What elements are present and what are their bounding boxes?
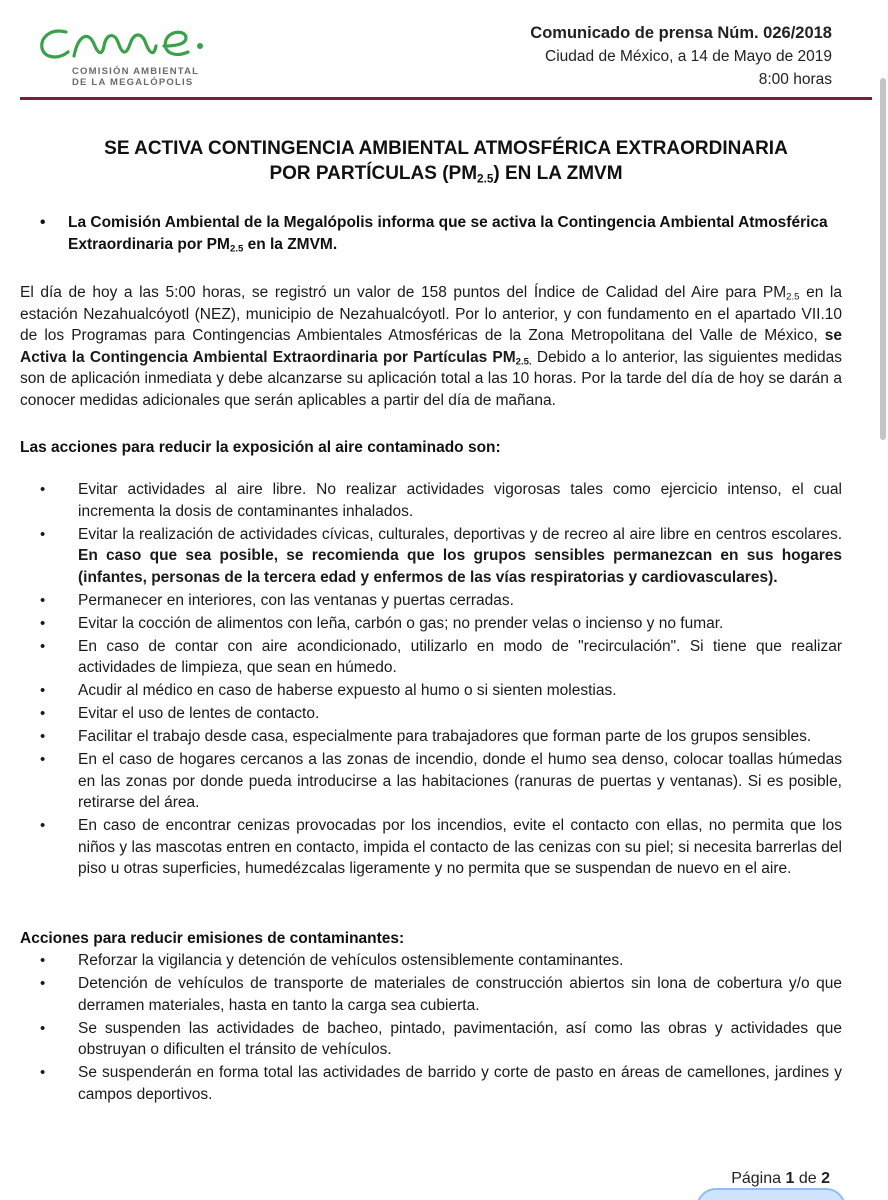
list-item: • Evitar actividades al aire libre. No realizar actividades vigorosas tales como ejercicio intenso, el cual incrementa la dosis de contaminantes inhalados.	[40, 479, 842, 522]
bullet-dot: •	[40, 214, 46, 231]
exposure-actions-list	[40, 479, 842, 881]
header-rule	[20, 97, 872, 100]
list-item: • Se suspenderán en forma total las actividades de barrido y corte de pasto en áreas de camellones, jardines y campos deportivos.	[40, 1062, 842, 1105]
lead-statement: • La Comisión Ambiental de la Megalópolis informa que se activa la Contingencia Ambiental Atmosférica Extraordinaria por $PM_{2.5}$ en la ZMVM.	[40, 214, 828, 255]
section-heading-emissions: Acciones para reducir emisiones de contaminantes:	[20, 930, 405, 947]
intro-paragraph: El día de hoy a las 5:00 horas, se registró un valor de 158 puntos del Índice de Calidad del Aire para $PM_{2.5}$ en la estación Nezahualcóyotl (NEZ), municipio de Nezahualcóyotl. Por lo anterior, y con fundamento en el apartado VII.10 de los Programas para Contingencias Ambientales Atmosféricas de la Zona Metropolitana del Valle de México, se Activa la Contingencia Ambiental Extraordinaria por Partículas $PM_{2.5.}$ Debido a lo anterior, las siguientes medidas son de aplicación inmediata y debe alcanzarse su aplicación total a las 10 horas. Por la tarde del día de hoy se darán a conocer medidas adicionales que serán aplicables a partir del día de mañana.	[20, 284, 842, 409]
list-item: • Permanecer en interiores, con las ventanas y puertas cerradas.	[40, 590, 842, 612]
scrollbar-thumb[interactable]	[880, 78, 886, 440]
page-number: Página 1 de 2	[731, 1170, 830, 1187]
list-item: • Reforzar la vigilancia y detención de vehículos ostensiblemente contaminantes.	[40, 950, 842, 972]
list-item: • En el caso de hogares cercanos a las zonas de incendio, donde el humo sea denso, colocar toallas húmedas en las zonas por donde pueda introducirse a las habitaciones (ranuras de puertas y ventanas). Si es posible, retirarse del área.	[40, 749, 842, 814]
logo-sub-line-2: DE LA MEGALÓPOLIS	[72, 77, 194, 88]
came-logo-icon	[36, 22, 208, 64]
document-title	[20, 136, 872, 186]
logo-subtitle	[72, 66, 199, 88]
section-heading-exposure: Las acciones para reducir la exposición al aire contaminado son:	[20, 439, 501, 456]
list-item: • Detención de vehículos de transporte de materiales de construcción abiertos sin lona de cobertura y/o que derramen materiales, hasta en tanto la carga sea cubierta.	[40, 973, 842, 1016]
press-info	[530, 22, 832, 91]
list-item: • Se suspenden las actividades de bacheo, pintado, pavimentación, así como las obras y actividades que obstruyan o dificulten el tránsito de vehículos.	[40, 1018, 842, 1061]
list-item: • Evitar el uso de lentes de contacto.	[40, 703, 842, 725]
list-item: • En caso de encontrar cenizas provocadas por los incendios, evite el contacto con ellas, no permita que los niños y las mascotas entren en contacto, impida el contacto de las cenizas con su piel; si necesita barrerlas del piso u otras superficies, humedézcalas ligeramente y no permita que se suspendan de nuevo en el aire.	[40, 815, 842, 880]
title-line-1: SE ACTIVA CONTINGENCIA AMBIENTAL ATMOSFÉRICA EXTRAORDINARIA	[104, 138, 788, 159]
list-item: • Evitar la realización de actividades cívicas, culturales, deportivas y de recreo al aire libre en centros escolares. En caso que sea posible, se recomienda que los grupos sensibles permanezcan en sus hogares (infantes, personas de la tercera edad y enfermos de las vías respiratorias y cardiovasculares).	[40, 524, 842, 589]
floating-action-button[interactable]	[696, 1188, 846, 1200]
press-number: Comunicado de prensa Núm. 026/2018	[530, 24, 832, 42]
list-item: • Facilitar el trabajo desde casa, especialmente para trabajadores que forman parte de los grupos sensibles.	[40, 726, 842, 748]
title-line-2: POR PARTÍCULAS $(PM_{2.5})$ EN LA ZMVM	[269, 163, 623, 186]
list-item: • En caso de contar con aire acondicionado, utilizarlo en modo de "recirculación". Si tiene que realizar actividades de limpieza, que sean en húmedo.	[40, 636, 842, 679]
press-time: 8:00 horas	[758, 71, 832, 88]
logo-sub-line-1: COMISIÓN AMBIENTAL	[72, 66, 200, 77]
emission-actions-list	[40, 950, 842, 1107]
list-item: • Acudir al médico en caso de haberse expuesto al humo o si sienten molestias.	[40, 680, 842, 702]
came-logo	[36, 22, 216, 86]
list-item: • Evitar la cocción de alimentos con leña, carbón o gas; no prender velas o incienso y no fumar.	[40, 613, 842, 635]
city-date: Ciudad de México, a 14 de Mayo de 2019	[545, 48, 832, 65]
